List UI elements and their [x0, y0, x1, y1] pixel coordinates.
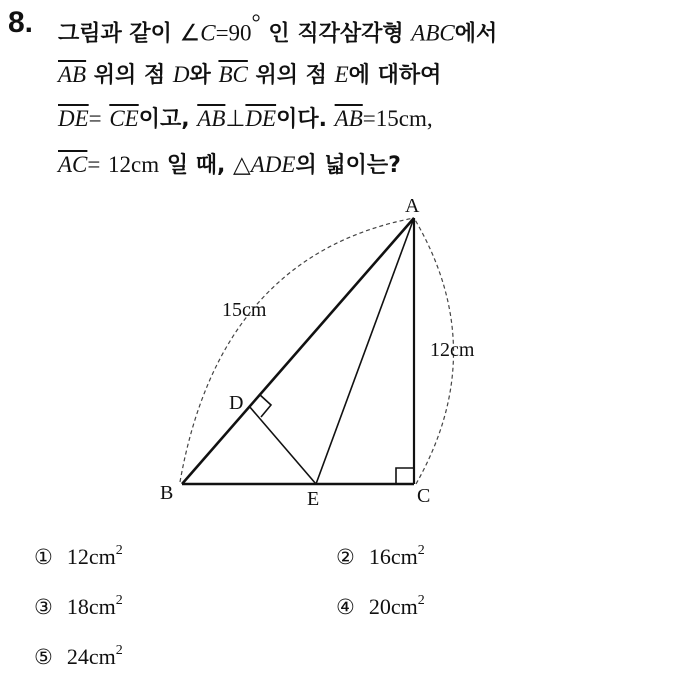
option-exponent: 2 — [417, 542, 425, 558]
unit-cm: cm — [398, 106, 427, 131]
option-value: 20 — [368, 594, 391, 619]
value-12: 12 — [108, 152, 132, 177]
side-ab — [182, 218, 414, 484]
text: 의 넓이는? — [295, 153, 401, 178]
segment-bc: $\overline{BC}$ — [218, 62, 248, 87]
label-c: C — [417, 485, 431, 507]
segment-ab: $\overline{AB}$ — [58, 62, 87, 87]
option-unit: cm — [88, 644, 116, 669]
angle-symbol: ∠ — [179, 20, 201, 46]
option-value: 24 — [66, 644, 89, 669]
text: 그림과 같이 — [58, 21, 172, 47]
option-marker: ③ — [34, 595, 53, 619]
option-exponent: 2 — [417, 592, 425, 608]
segment-ab: $\overline{AB}$ — [334, 106, 363, 131]
text: 이다. — [276, 107, 327, 132]
label-b: B — [160, 482, 174, 504]
segment-de: $\overline{DE}$ — [58, 106, 89, 131]
question-number: 8. — [8, 6, 34, 39]
equals: = — [362, 106, 376, 131]
option-marker: ② — [336, 545, 355, 569]
text: 이고, — [138, 107, 190, 132]
segment-ce: $\overline{CE}$ — [109, 106, 139, 131]
option-marker: ⑤ — [34, 645, 53, 669]
option-value: 12 — [66, 544, 89, 569]
math-abc: ABC — [411, 20, 455, 46]
math-c: C — [200, 20, 216, 46]
option-exponent: 2 — [115, 642, 123, 658]
math-d: D — [172, 62, 190, 87]
right-angle-mark-c — [396, 468, 414, 484]
segment-ac: $\overline{AC}$ — [58, 152, 88, 177]
option-unit: cm — [390, 594, 418, 619]
label-e: E — [307, 488, 320, 510]
length-label-ac: 12cm — [430, 339, 475, 361]
text: 에 대하여 — [348, 63, 442, 88]
option-value: 16 — [368, 544, 391, 569]
label-a: A — [405, 195, 420, 217]
math-ade: ADE — [250, 152, 296, 177]
right-angle-mark-d — [259, 394, 271, 417]
option-3[interactable] — [34, 594, 123, 620]
segment-de: $\overline{DE}$ — [245, 106, 277, 131]
text: 위의 점 — [255, 63, 327, 88]
option-1[interactable] — [34, 544, 123, 570]
segment-de-line — [249, 406, 316, 484]
text: 와 — [189, 63, 211, 88]
perpendicular-symbol: ⊥ — [225, 106, 246, 131]
length-label-ab: 15cm — [222, 299, 267, 321]
value-15: 15 — [375, 106, 399, 131]
label-d: D — [229, 392, 244, 414]
degree-symbol: ° — [251, 10, 261, 35]
math-equals-90: =90 — [215, 20, 252, 46]
text: 에서 — [454, 21, 498, 47]
equals: = — [88, 106, 102, 131]
option-2[interactable] — [336, 544, 425, 570]
text: 일 때, — [166, 153, 226, 178]
option-exponent: 2 — [115, 542, 123, 558]
segment-ae — [316, 218, 414, 484]
text: 위의 점 — [93, 63, 166, 88]
option-value: 18 — [66, 594, 89, 619]
math-e: E — [334, 62, 349, 87]
text: 인 직각삼각형 — [268, 21, 404, 47]
option-marker: ① — [34, 545, 53, 569]
option-marker: ④ — [336, 595, 355, 619]
comma: , — [426, 106, 433, 131]
triangle-symbol: △ — [233, 152, 251, 177]
option-unit: cm — [88, 544, 116, 569]
option-unit: cm — [88, 594, 116, 619]
option-exponent: 2 — [115, 592, 123, 608]
option-4[interactable] — [336, 594, 425, 620]
segment-ab: $\overline{AB}$ — [197, 106, 226, 131]
option-5[interactable] — [34, 644, 123, 670]
equals: = — [87, 152, 101, 177]
option-unit: cm — [390, 544, 418, 569]
unit-cm: cm — [131, 152, 160, 177]
